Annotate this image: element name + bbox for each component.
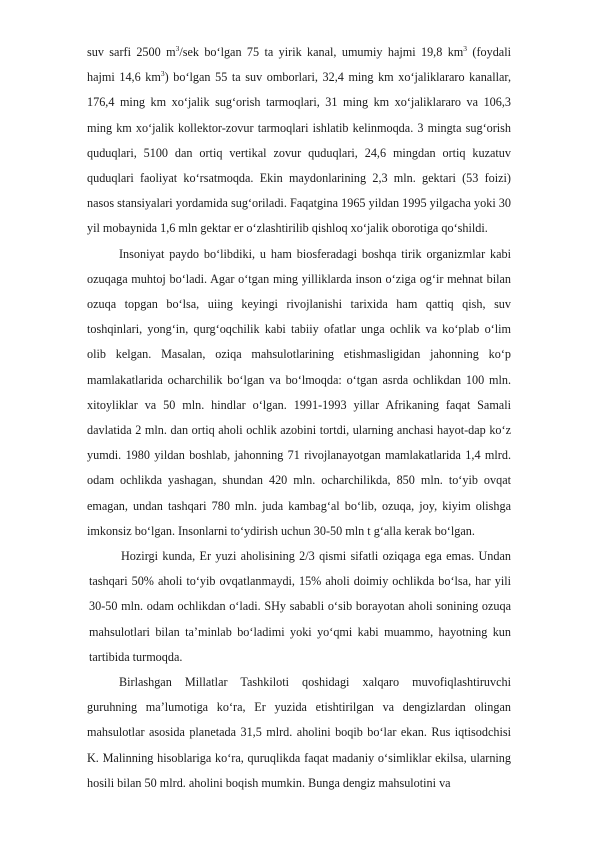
paragraph-current-situation: Hozirgi kunda, Er yuzi aholisining 2/3 qismi sifatli oziqaga ega emas. Undan tashqari 50% aholi to‘yib ovqatlanmaydi, 15% aholi doimiy ochlikda bo‘lsa, har yili 30-50 mln. odam ochlikdan o‘ladi. SHy sababli o‘sib borayotan aholi sonining ozuqa mahsulotlari bilan ta’minlab bo‘ladimi yoki yo‘qmi kabi muammo, hayotning kun tartibida turmoqda. bbox=[89, 549, 511, 664]
text-segment: ) bo‘lgan 55 ta suv omborlari, 32,4 ming km xo‘jaliklararo kanallar, 176,4 ming km xo‘jalik sug‘orish tarmoqlari, 31 ming km xo‘jaliklararo va 106,3 ming km xo‘jalik kollektor-zovur tarmoqlari ishlatib kelinmoqda. 3 mingta sug‘orish quduqlari, 5100 dan ortiq vertikal zovur quduqlari, 24,6 mingdan ortiq kuzatuv quduqlari faoliyat ko‘rsatmoqda. Ekin maydonlarining 2,3 mln. gektari (53 foizi) nasos stansiyalari yordamida sug‘oriladi. Faqatgina 1965 yildan 1995 yilgacha yoki 30 yil mobaynida 1,6 mln gektar er o‘zlashtirilib qishloq xo‘jalik oborotiga qo‘shildi. bbox=[87, 70, 511, 236]
superscript: 3 bbox=[175, 43, 180, 53]
text-segment: /sek bo‘lgan 75 ta yirik kanal, umumiy hajmi 19,8 km bbox=[179, 45, 464, 59]
paragraph-irrigation bbox=[87, 40, 511, 242]
text-segment: suv sarfi 2500 m bbox=[87, 45, 176, 59]
text-segment: (foydali hajmi 14,6 km bbox=[87, 45, 511, 85]
superscript: 3 bbox=[463, 43, 468, 53]
paragraph-hunger-history: Insoniyat paydo bo‘libdiki, u ham biosferadagi boshqa tirik organizmlar kabi ozuqaga muhtoj bo‘ladi. Agar o‘tgan ming yilliklarda inson o‘ziga og‘ir mehnat bilan ozuqa topgan bo‘lsa, uiing keyingi rivojlanishi tarixida ham qattiq qish, suv toshqinlari, yong‘in, qurg‘oqchilik kabi tabiiy ofatlar unga ochlik va ko‘plab o‘lim olib kelgan. Masalan, oziqa mahsulotlarining etishmasligidan jahonning ko‘p mamlakatlarida ocharchilik bo‘lgan va bo‘lmoqda: o‘tgan asrda ochlikdan 100 mln. xitoyliklar va 50 mln. hindlar o‘lgan. 1991-1993 yillar Afrikaning faqat Samali davlatida 2 mln. dan ortiq aholi ochlik azobini tortdi, ularning anchasi hayot-dap ko‘z yumdi. 1980 yildan boshlab, jahonning 71 rivojlanayotgan mamlakatlarida 1,4 mlrd. odam ochlikda yashagan, shundan 420 mln. ocharchilikda, 850 mln. to‘yib ovqat emagan, undan tashqari 780 mln. juda kambag‘al bo‘lib, ozuqa, joy, kiyim olishga imkonsiz bo‘lgan. Insonlarni to‘ydirish uchun 30-50 mln t g‘alla kerak bo‘lgan. bbox=[87, 246, 511, 538]
document-page bbox=[87, 40, 511, 796]
superscript: 3 bbox=[160, 69, 165, 79]
paragraph-un-estimates: Birlashgan Millatlar Tashkiloti qoshidagi xalqaro muvofiqlashtiruvchi guruhning ma’lumotiga ko‘ra, Er yuzida etishtirilgan va dengizlardan olingan mahsulotlar asosida planetada 31,5 mlrd. aholini boqib bo‘lar ekan. Rus iqtisodchisi K. Malinning hisoblariga ko‘ra, quruqlikda faqat madaniy o‘simliklar ekilsa, ularning hosili bilan 50 mlrd. aholini boqish mumkin. Bunga dengiz mahsulotini va bbox=[87, 675, 511, 790]
